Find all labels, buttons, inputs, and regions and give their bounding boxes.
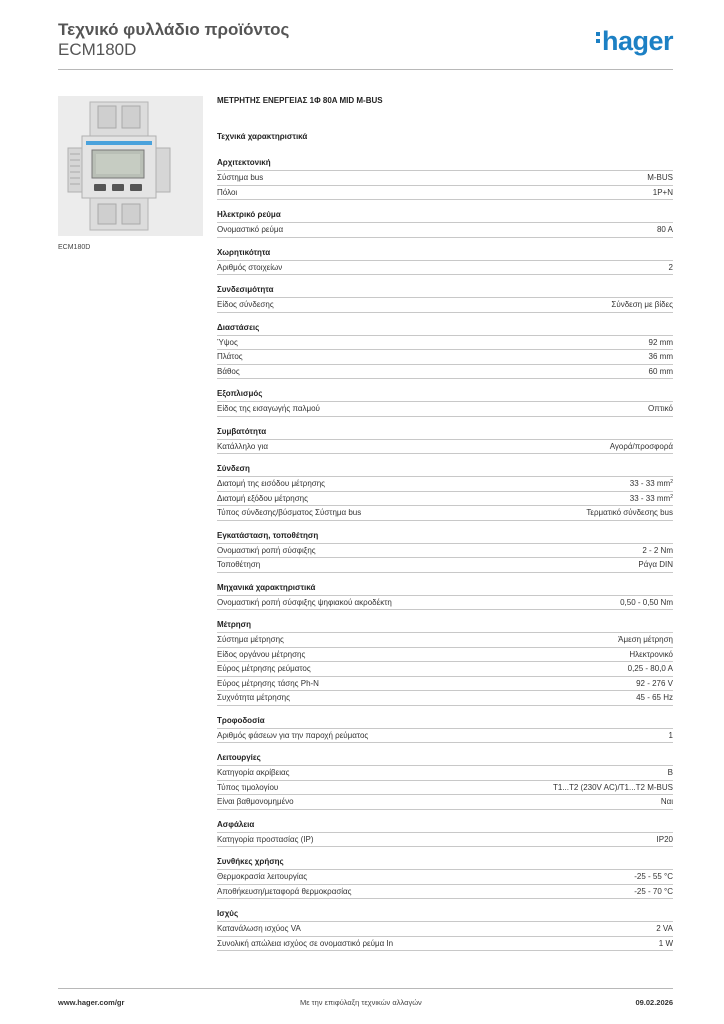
spec-value <box>659 937 673 951</box>
unit-superscript: 2 <box>670 493 673 500</box>
spec-row <box>217 729 673 744</box>
spec-value-text: Σύνδεση με βίδες <box>611 300 673 309</box>
spec-value <box>648 402 673 416</box>
spec-value-text: IP20 <box>656 834 673 844</box>
spec-value <box>628 662 673 676</box>
spec-label: Αριθμός φάσεων για την παροχή ρεύματος <box>217 730 369 740</box>
spec-label: Τύπος σύνδεσης/βύσματος Σύστημα bus <box>217 508 362 517</box>
spec-value-text: 1P+N <box>652 187 673 197</box>
spec-value <box>610 440 673 454</box>
spec-row <box>217 492 673 507</box>
spec-value <box>661 795 673 809</box>
spec-value-text: T1...T2 (230V AC)/T1...T2 M-BUS <box>552 782 673 792</box>
spec-value-text: Τερματικό σύνδεσης bus <box>586 508 673 517</box>
spec-value-text: 0,25 - 80,0 A <box>627 664 673 673</box>
page-header <box>58 20 673 70</box>
spec-value <box>586 506 673 520</box>
spec-value-text: 33 - 33 mm <box>629 479 671 488</box>
spec-row <box>217 677 673 692</box>
spec-value-text: Ηλεκτρονικό <box>629 649 673 659</box>
spec-value <box>634 870 673 884</box>
hager-logo <box>596 26 673 57</box>
spec-row <box>217 885 673 900</box>
spec-row <box>217 477 673 492</box>
spec-value-text: 92 mm <box>648 337 673 347</box>
energy-meter-illustration <box>58 96 203 236</box>
product-code: ECM180D <box>58 40 137 59</box>
spec-label: Ύψος <box>217 337 238 347</box>
spec-label: Σύστημα bus <box>217 173 264 182</box>
spec-label: Κατάλληλο για <box>217 441 268 451</box>
spec-value <box>629 648 673 662</box>
spec-value-text: 1 <box>668 730 673 740</box>
spec-label: Βάθος <box>217 366 240 376</box>
section-title: Σύνδεση <box>217 463 673 477</box>
spec-label: Ονομαστικό ρεύμα <box>217 225 284 234</box>
section-title: Λειτουργίες <box>217 752 673 766</box>
spec-sections <box>217 157 673 951</box>
spec-label: Εύρος μέτρησης ρεύματος <box>217 664 311 673</box>
spec-value-text: 36 mm <box>648 352 673 361</box>
spec-label: Είδος της εισαγωγής παλμού <box>217 404 320 413</box>
section-title: Εξοπλισμός <box>217 388 673 402</box>
spec-value <box>657 223 673 237</box>
spec-row <box>217 223 673 238</box>
footer-date: 09.02.2026 <box>635 998 673 1007</box>
spec-row <box>217 402 673 417</box>
spec-label: Τύπος τιμολογίου <box>217 782 279 792</box>
spec-value-text: 2 VA <box>656 924 673 933</box>
spec-label: Θερμοκρασία λειτουργίας <box>217 872 308 881</box>
spec-value <box>649 350 673 364</box>
footer-divider <box>58 988 673 989</box>
logo-dots-icon <box>596 32 600 46</box>
product-image <box>58 96 203 236</box>
spec-row <box>217 298 673 313</box>
spec-label: Συχνότητα μέτρησης <box>217 693 290 702</box>
spec-value <box>634 885 673 899</box>
section-title: Διαστάσεις <box>217 322 673 336</box>
spec-row <box>217 171 673 186</box>
section-title: Τροφοδοσία <box>217 715 673 729</box>
spec-label: Ονομαστική ροπή σύσφιξης ψηφιακού ακροδέκτη <box>217 597 392 607</box>
spec-label: Συνολική απώλεια ισχύος σε ονομαστικό ρεύμα In <box>217 938 394 948</box>
section-title: Συμβατότητα <box>217 426 673 440</box>
spec-row <box>217 937 673 952</box>
spec-row <box>217 691 673 706</box>
product-title: ΜΕΤΡΗΤΗΣ ΕΝΕΡΓΕΙΑΣ 1Φ 80A MID M-BUS <box>217 96 383 105</box>
spec-label: Κατηγορία ακρίβειας <box>217 768 290 777</box>
spec-value <box>611 298 673 312</box>
spec-value <box>636 677 673 691</box>
spec-row <box>217 558 673 573</box>
spec-label: Κατανάλωση ισχύος VA <box>217 924 301 933</box>
spec-value <box>636 691 673 705</box>
spec-label: Διατομή εξόδου μέτρησης <box>217 493 308 503</box>
spec-row <box>217 795 673 810</box>
spec-row <box>217 766 673 781</box>
section-title: Μηχανικά χαρακτηριστικά <box>217 582 673 596</box>
product-caption: ECM180D <box>58 244 91 251</box>
spec-row <box>217 350 673 365</box>
spec-value-text: B <box>667 768 673 777</box>
spec-label: Είδος οργάνου μέτρησης <box>217 649 306 659</box>
spec-value <box>630 477 673 491</box>
spec-label: Πόλοι <box>217 187 238 197</box>
spec-value-text: 92 - 276 V <box>636 678 673 688</box>
spec-value <box>649 365 673 379</box>
spec-value <box>669 261 673 275</box>
section-title: Μέτρηση <box>217 619 673 633</box>
spec-value <box>669 729 673 743</box>
spec-value-text: Ράγα DIN <box>638 560 673 569</box>
spec-label: Σύστημα μέτρησης <box>217 635 284 644</box>
spec-value-text: Ναι <box>660 797 673 806</box>
section-title: Ηλεκτρικό ρεύμα <box>217 209 673 223</box>
spec-row <box>217 336 673 351</box>
spec-value <box>647 171 673 185</box>
spec-label: Αποθήκευση/μεταφορά θερμοκρασίας <box>217 886 352 896</box>
spec-value <box>618 633 673 647</box>
spec-label: Τοποθέτηση <box>217 560 261 569</box>
spec-value-text: 80 A <box>656 225 673 234</box>
spec-row <box>217 633 673 648</box>
spec-label: Είναι βαθμονομημένο <box>217 797 294 806</box>
spec-value-text: -25 - 55 °C <box>634 872 673 881</box>
section-title: Συνθήκες χρήσης <box>217 856 673 870</box>
spec-value-text: 60 mm <box>648 366 673 376</box>
spec-value-text: Οπτικό <box>647 404 673 413</box>
spec-row <box>217 261 673 276</box>
footer-website[interactable]: www.hager.com/gr <box>58 998 125 1007</box>
spec-value-text: 2 <box>668 262 673 272</box>
section-title: Συνδεσιμότητα <box>217 284 673 298</box>
spec-value <box>553 781 673 795</box>
section-title: Χωρητικότητα <box>217 247 673 261</box>
unit-superscript: 2 <box>670 479 673 485</box>
spec-row <box>217 870 673 885</box>
spec-row <box>217 781 673 796</box>
spec-value <box>649 336 673 350</box>
spec-label: Πλάτος <box>217 352 243 361</box>
spec-value-text: 2 - 2 Nm <box>642 545 673 555</box>
spec-row <box>217 662 673 677</box>
spec-value-text: -25 - 70 °C <box>634 886 673 896</box>
section-title: Ασφάλεια <box>217 819 673 833</box>
header-divider <box>58 69 673 70</box>
spec-value <box>630 492 673 506</box>
spec-value-text: 33 - 33 mm <box>629 493 671 503</box>
spec-row <box>217 833 673 848</box>
spec-row <box>217 186 673 201</box>
spec-value <box>620 596 673 610</box>
footer-note: Με την επιφύλαξη τεχνικών αλλαγών <box>300 998 422 1007</box>
spec-value <box>668 766 673 780</box>
spec-row <box>217 506 673 521</box>
spec-row <box>217 922 673 937</box>
tech-heading: Τεχνικά χαρακτηριστικά <box>217 132 308 141</box>
spec-value <box>653 186 673 200</box>
spec-label: Διατομή της εισόδου μέτρησης <box>217 479 326 488</box>
spec-value-text: 0,50 - 0,50 Nm <box>620 597 673 607</box>
spec-value-text: Άμεση μέτρηση <box>618 635 673 644</box>
spec-value-text: M-BUS <box>647 173 673 182</box>
spec-row <box>217 440 673 455</box>
section-title: Ισχύς <box>217 908 673 922</box>
spec-value <box>638 558 673 572</box>
logo-text: hager <box>601 26 673 56</box>
spec-value-text: 45 - 65 Hz <box>636 693 673 702</box>
spec-row <box>217 365 673 380</box>
spec-value <box>642 544 673 558</box>
section-title: Εγκατάσταση, τοποθέτηση <box>217 530 673 544</box>
spec-row <box>217 596 673 611</box>
spec-row <box>217 648 673 663</box>
spec-value-text: Αγορά/προσφορά <box>609 441 673 451</box>
spec-label: Ονομαστική ροπή σύσφιξης <box>217 545 316 555</box>
spec-value <box>657 833 673 847</box>
spec-value-text: 1 W <box>658 938 673 948</box>
spec-label: Εύρος μέτρησης τάσης Ph-N <box>217 678 319 688</box>
document-title: Τεχνικό φυλλάδιο προϊόντος <box>58 20 290 39</box>
spec-content <box>217 96 673 951</box>
spec-row <box>217 544 673 559</box>
spec-value <box>656 922 673 936</box>
spec-label: Αριθμός στοιχείων <box>217 262 283 272</box>
spec-label: Κατηγορία προστασίας (IP) <box>217 834 314 844</box>
section-title: Αρχιτεκτονική <box>217 157 673 171</box>
spec-label: Είδος σύνδεσης <box>217 300 274 309</box>
